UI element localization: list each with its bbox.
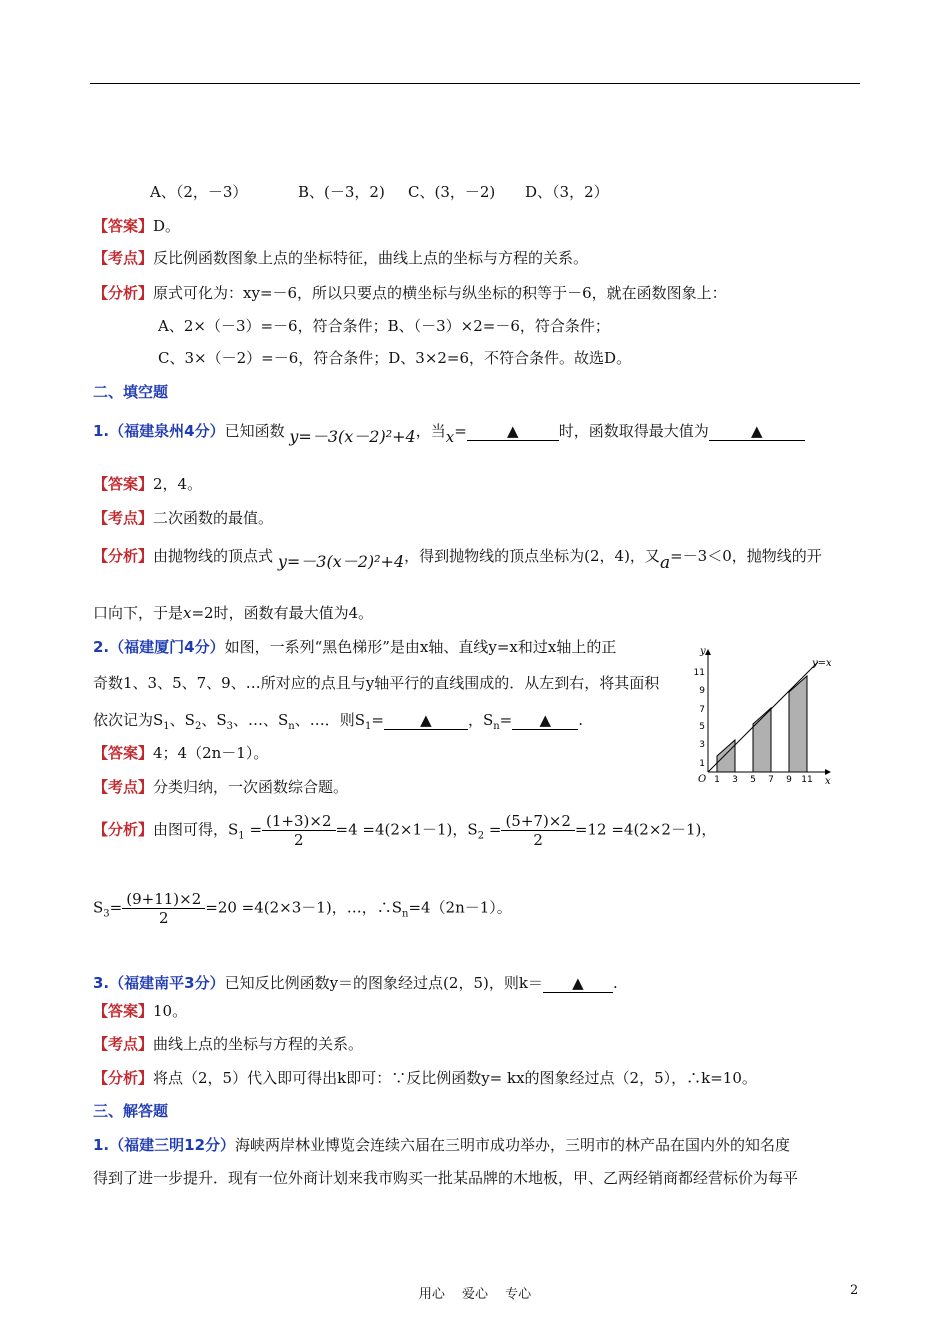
- numerator: (1+3)×2: [262, 812, 335, 831]
- subscript: 2: [194, 721, 202, 732]
- x-tick: 5: [750, 775, 756, 785]
- analysis-block: [93, 282, 727, 303]
- subscript: 1: [238, 830, 245, 842]
- choice-a: A、（2，－3）: [150, 183, 248, 201]
- analysis-text: ，S: [452, 820, 478, 839]
- x-tick: 11: [801, 775, 813, 785]
- analysis-text: ，: [701, 820, 717, 839]
- formula-rest: =12 =4(2×2－1): [574, 820, 702, 839]
- x-tick: 3: [732, 775, 738, 785]
- question-text: 已知函数: [224, 422, 285, 440]
- fraction: [501, 812, 574, 849]
- choice-b: B、(－3，2): [298, 183, 385, 201]
- answer-blank[interactable]: ▲: [512, 712, 578, 730]
- subscript: n: [401, 908, 409, 920]
- answer-block: [93, 215, 180, 236]
- choice-d: D、（3，2）: [525, 183, 609, 201]
- equals: =: [454, 422, 467, 440]
- analysis-tag: 【分析】: [93, 284, 154, 302]
- analysis-text: =2时，函数有最大值为4。: [191, 604, 374, 622]
- numerator: (5+7)×2: [501, 812, 574, 831]
- point-block: [93, 776, 348, 797]
- header-rule: [90, 83, 860, 84]
- answer-text: 10。: [153, 1002, 188, 1020]
- analysis-tag: 【分析】: [93, 820, 154, 839]
- analysis-text: 由抛物线的顶点式: [153, 547, 274, 565]
- subscript: n: [493, 721, 500, 732]
- numerator: (9+11)×2: [122, 890, 205, 909]
- analysis-text: 将点（2，5）代入即可得出k即可：∵反比例函数y= kx的图象经过点（2，5），∴k=10。: [153, 1069, 757, 1087]
- question-1: [93, 418, 805, 446]
- analysis-text: 原式可化为：xy=－6，所以只要点的横坐标与纵坐标的积等于－6，就在函数图象上：: [153, 284, 727, 302]
- question-line: [93, 709, 583, 732]
- footer-motto: 用心 爱心 专心: [418, 1287, 532, 1302]
- origin-label: O: [698, 774, 707, 785]
- analysis-line: $S_3=$ $\frac{(9+11)\times 2}{2}$ =20 =4(2×3－1)，…，$\therefore S_n=4(2n-1)$。: [93, 890, 512, 927]
- answer-text: 4；4（2n－1）。: [153, 744, 269, 762]
- question-line: 奇数1、3、5、7、9、…所对应的点且与y轴平行的直线围成的．从左到右，将其面积: [93, 674, 660, 692]
- analysis-text: 口向下，于是: [93, 604, 184, 622]
- question-text: 、…．则S: [294, 711, 365, 729]
- question-head: 2.（福建厦门4分）: [93, 638, 225, 656]
- trapezoid-s3: [789, 676, 807, 772]
- answer-text: D。: [153, 217, 181, 235]
- answer-block: [93, 1000, 187, 1021]
- question-text: 、…、S: [232, 711, 289, 729]
- question-head: 3.（福建南平3分）: [93, 974, 225, 992]
- analysis-text: ，…，∴S: [331, 898, 402, 917]
- subscript: 3: [226, 721, 233, 732]
- answer-text: 2，4。: [153, 475, 203, 493]
- question-text: =: [499, 711, 513, 729]
- x-tick: 9: [786, 775, 792, 785]
- x-tick: 7: [768, 775, 774, 785]
- question-text: ，当: [415, 422, 446, 440]
- analysis-text: =－3＜0，抛物线的开: [670, 547, 822, 565]
- formula-rest: =4 =4(2×1－1): [335, 820, 453, 839]
- trapezoid-graph: [690, 640, 840, 785]
- point-text: 分类归纳，一次函数综合题。: [153, 778, 349, 796]
- point-tag: 【考点】: [93, 1035, 154, 1053]
- answer-blank[interactable]: ▲: [384, 712, 468, 730]
- line-label: y=x: [812, 658, 832, 669]
- analysis-block: [93, 543, 822, 573]
- y-tick: 1: [699, 759, 705, 769]
- answer-tag: 【答案】: [93, 744, 154, 762]
- question-text: .: [612, 974, 618, 992]
- analysis-tag: 【分析】: [93, 1069, 154, 1087]
- analysis-line: C、3×（－2）=－6，符合条件；D、3×2=6，不符合条件。故选D。: [158, 349, 632, 367]
- variable: x: [445, 428, 455, 446]
- formula-rest: =20 =4(2×3－1): [205, 898, 332, 917]
- question-text: 依次记为S: [93, 711, 164, 729]
- y-axis-label: y: [700, 646, 706, 657]
- answer-tag: 【答案】: [93, 475, 154, 493]
- answer-blank[interactable]: ▲: [543, 975, 613, 993]
- analysis-text: 由图可得，S: [153, 820, 239, 839]
- subscript: 2: [477, 830, 485, 842]
- analysis-text: S: [93, 898, 104, 917]
- analysis-text: ，得到抛物线的顶点坐标为(2，4)，又: [404, 547, 660, 565]
- answer-blank[interactable]: ▲: [709, 423, 805, 441]
- question-text: 已知反比例函数y＝的图象经过点(2，5)，则k＝: [224, 974, 543, 992]
- section-heading-solve: 三、解答题: [93, 1102, 169, 1120]
- point-text: 反比例函数图象上点的坐标特征，曲线上点的坐标与方程的关系。: [153, 249, 589, 267]
- y-tick: 5: [699, 722, 705, 732]
- x-tick: 1: [714, 775, 720, 785]
- subscript: n: [288, 721, 295, 732]
- answer-tag: 【答案】: [93, 1002, 154, 1020]
- answer-block: [93, 473, 202, 494]
- point-tag: 【考点】: [93, 778, 154, 796]
- trapezoid-s1: [717, 740, 735, 772]
- point-block: [93, 507, 273, 528]
- question-text: .: [578, 711, 584, 729]
- question-line: 得到了进一步提升．现有一位外商计划来我市购买一批某品牌的木地板，甲、乙两经销商都经营标价为每平: [93, 1169, 799, 1187]
- y-tick: 9: [699, 686, 705, 696]
- analysis-line: A、2×（－3）=－6，符合条件；B、（－3）×2=－6，符合条件；: [158, 317, 610, 335]
- question-text: 、S: [201, 711, 227, 729]
- question-head: 1.（福建三明12分）: [93, 1136, 236, 1154]
- choice-c: C、(3，－2): [408, 183, 496, 201]
- y-tick: 7: [699, 705, 705, 715]
- answer-block: [93, 742, 268, 763]
- variable: x: [183, 604, 192, 622]
- section-heading-fill: 二、填空题: [93, 383, 169, 401]
- analysis-tag: 【分析】: [93, 547, 154, 565]
- denominator: 2: [294, 831, 304, 849]
- y-tick: 3: [699, 740, 705, 750]
- analysis-text: =4（2n－1）。: [408, 898, 512, 917]
- question-4: [93, 1134, 790, 1155]
- analysis-block: 【分析】由图可得，$S_1$ = $\frac{(1+3)\times 2}{2}$ =4 =4(2×1－1)，$S_2$ = $\frac{(5+7)\times 2}{2}$ =12 =4(2×2－1)，: [93, 812, 717, 849]
- question-text: 、S: [169, 711, 195, 729]
- question-text: 如图，一系列“黑色梯形”是由x轴、直线y=x和过x轴上的正: [224, 638, 617, 656]
- analysis-block: [93, 1067, 757, 1088]
- point-text: 曲线上点的坐标与方程的关系。: [153, 1035, 364, 1053]
- denominator: 2: [158, 909, 169, 927]
- question-text: 海峡两岸林业博览会连续六届在三明市成功举办，三明市的林产品在国内外的知名度: [235, 1136, 791, 1154]
- point-block: [93, 1033, 363, 1054]
- y-tick: 11: [693, 668, 705, 678]
- point-block: [93, 247, 588, 268]
- formula: y=－3(x－2)²+4: [289, 427, 416, 446]
- question-text: 时，函数取得最大值为: [558, 422, 709, 440]
- page-number: 2: [850, 1283, 859, 1298]
- formula: y=－3(x－2)²+4: [277, 552, 405, 571]
- denominator: 2: [533, 831, 543, 849]
- question-text: ，S: [467, 711, 494, 729]
- point-text: 二次函数的最值。: [153, 509, 274, 527]
- question-2: [93, 636, 616, 657]
- fraction: [262, 812, 335, 849]
- fraction: [122, 890, 205, 927]
- variable: a: [659, 553, 671, 573]
- analysis-line: [93, 602, 373, 623]
- subscript: 1: [364, 721, 372, 732]
- question-text: =: [371, 711, 384, 729]
- point-tag: 【考点】: [93, 249, 154, 267]
- subscript: 3: [103, 908, 110, 920]
- x-axis-label: x: [825, 776, 831, 785]
- question-head: 1.（福建泉州4分）: [93, 422, 225, 440]
- subscript: 1: [163, 721, 170, 732]
- question-3: [93, 972, 618, 993]
- answer-tag: 【答案】: [93, 217, 154, 235]
- answer-blank[interactable]: ▲: [467, 423, 559, 441]
- point-tag: 【考点】: [93, 509, 154, 527]
